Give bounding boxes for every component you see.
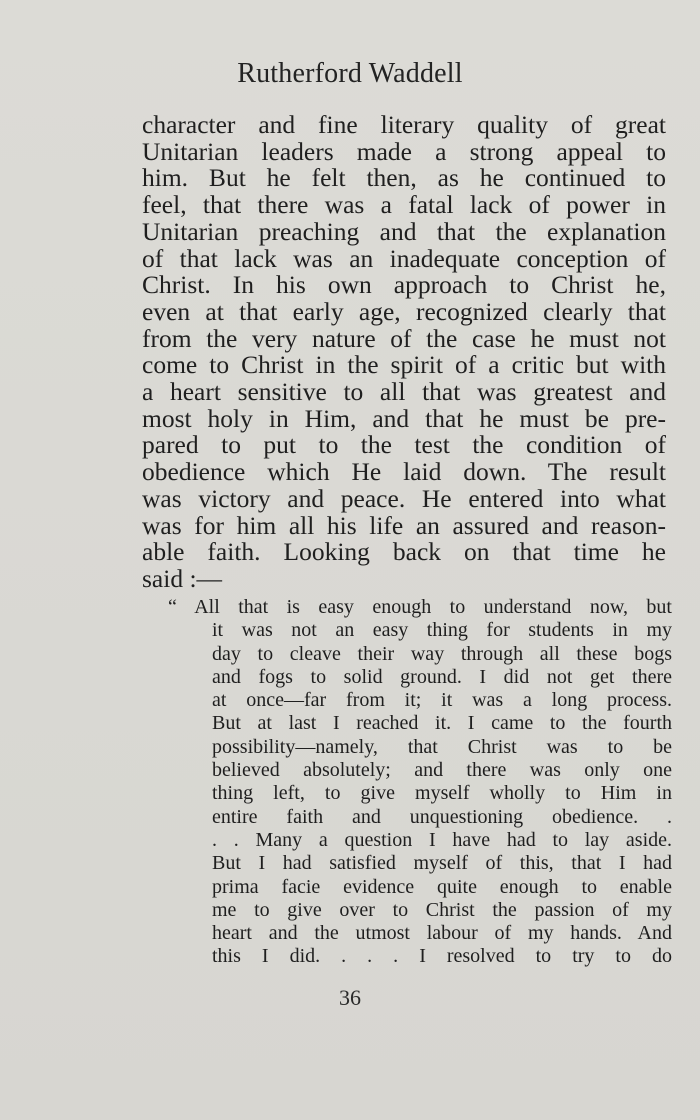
text-line: obedience which He laid down. The result [142,457,666,487]
quote-line: it was not an easy thing for students in my [212,619,672,642]
quote-line: me to give over to Christ the passion of my [212,898,672,921]
text-line: him. But he felt then, as he continued to [142,163,666,193]
body-paragraph [142,112,666,593]
text-line: a heart sensitive to all that was greatest and [142,377,666,407]
text-line: of that lack was an inadequate conception of [142,243,666,273]
text-line: said :— [142,563,223,593]
text-line: was victory and peace. He entered into what [142,483,666,513]
text-line: character and fine literary quality of great [142,110,666,139]
text-line: most holy in Him, and that he must be pre- [142,403,666,433]
page-number: 36 [339,985,361,1010]
text-line: Unitarian preaching and that the explanation [142,216,666,246]
text-line: able faith. Looking back on that time he [142,537,666,567]
quote-line: But I had satisfied myself of this, that I had [212,852,672,875]
text-line: was for him all his life an assured and reason- [142,510,666,540]
quote-line: entire faith and unquestioning obedience. . [212,805,672,828]
text-line: Unitarian leaders made a strong appeal to [142,136,666,166]
running-head: Rutherford Waddell [237,58,463,89]
quote-line: “ All that is easy enough to understand now, but [168,596,672,618]
quote-line: and fogs to solid ground. I did not get there [212,665,672,688]
quote-line: heart and the utmost labour of my hands. And [212,922,672,945]
quote-line: But at last I reached it. I came to the fourth [212,712,672,735]
quote-line: possibility—namely, that Christ was to be [212,735,672,758]
text-line: pared to put to the test the condition of [142,430,666,460]
quote-line: thing left, to give myself wholly to Him in [212,782,672,805]
quote-line: at once—far from it; it was a long process. [212,689,672,712]
text-line: Christ. In his own approach to Christ he, [142,270,666,300]
text-line: even at that early age, recognized clearly that [142,296,666,326]
quote-line: this I did. . . . I resolved to try to do [212,945,672,968]
quote-line: prima facie evidence quite enough to enable [212,875,672,898]
quote-line: . . Many a question I have had to lay aside. [212,828,672,851]
text-line: from the very nature of the case he must not [142,323,666,353]
text-line: feel, that there was a fatal lack of power in [142,190,666,220]
quote-line: believed absolutely; and there was only one [212,759,672,782]
quote-line: day to cleave their way through all these bogs [212,642,672,665]
text-line: come to Christ in the spirit of a critic but with [142,350,666,380]
block-quote [142,596,672,969]
